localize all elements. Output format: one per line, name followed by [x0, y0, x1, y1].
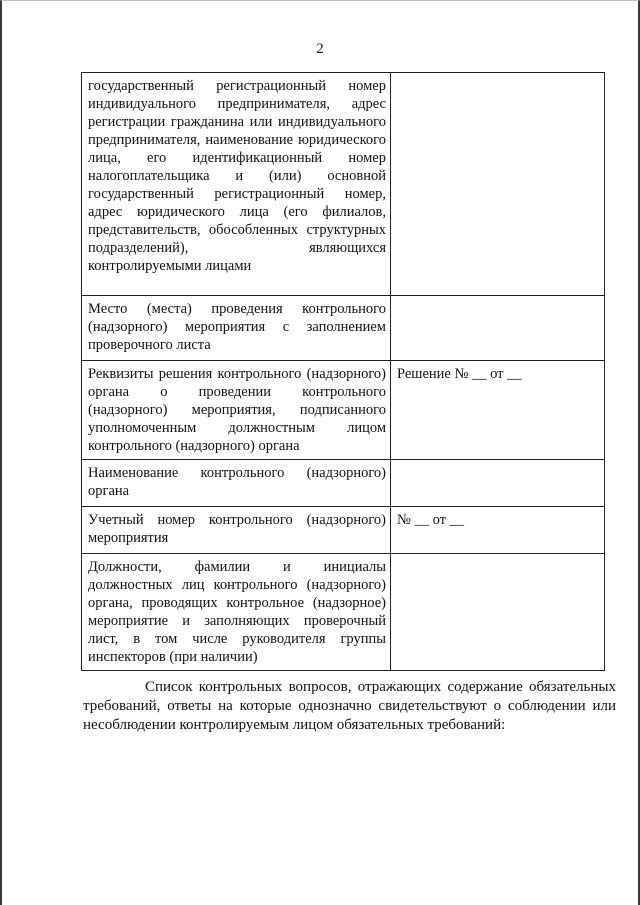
row-value-authority-name [391, 460, 605, 507]
row-value-decision-details: Решение № __ от __ [391, 361, 605, 460]
row-label-inspection-location: Место (места) проведения контрольного (надзорного) мероприятия с заполнением проверочного листа [82, 296, 391, 361]
table-row [82, 73, 605, 296]
row-label-decision-details: Реквизиты решения контрольного (надзорного) органа о проведении контрольного (надзорного) мероприятия, подписанного уполномоченным должностным лицом контрольного (надзорного) органа [82, 361, 391, 460]
table-row [82, 554, 605, 671]
inspection-details-table [81, 72, 605, 671]
row-label-contractor-identification: государственный регистрационный номер индивидуального предпринимателя, адрес регистрации гражданина или индивидуального предпринимателя, наименование юридического лица, его идентификационный номер налогоплательщика и (или) основной государственный регистрационный номер, адрес юридического лица (его филиалов, представительств, обособленных структурных подразделений), являющихся контролируемыми лицами [82, 73, 391, 296]
row-value-contractor-identification [391, 73, 605, 296]
checklist-intro-paragraph: Список контрольных вопросов, отражающих содержание обязательных требований, ответы на которые однозначно свидетельствуют о соблюдении или несоблюдении контролируемым лицом обязательных требований: [83, 679, 616, 733]
row-label-authority-name: Наименование контрольного (надзорного) органа [82, 460, 391, 507]
row-value-inspection-location [391, 296, 605, 361]
row-value-registration-number: № __ от __ [391, 507, 605, 554]
table-row [82, 507, 605, 554]
row-label-inspectors: Должности, фамилии и инициалы должностных лиц контрольного (надзорного) органа, проводящих контрольное (надзорное) мероприятие и заполняющих проверочный лист, в том числе руководителя группы инспекторов (при наличии) [82, 554, 391, 671]
row-label-registration-number: Учетный номер контрольного (надзорного) мероприятия [82, 507, 391, 554]
table-row [82, 460, 605, 507]
table-row [82, 361, 605, 460]
row-value-inspectors [391, 554, 605, 671]
table-row [82, 296, 605, 361]
page-number: 2 [316, 41, 324, 57]
